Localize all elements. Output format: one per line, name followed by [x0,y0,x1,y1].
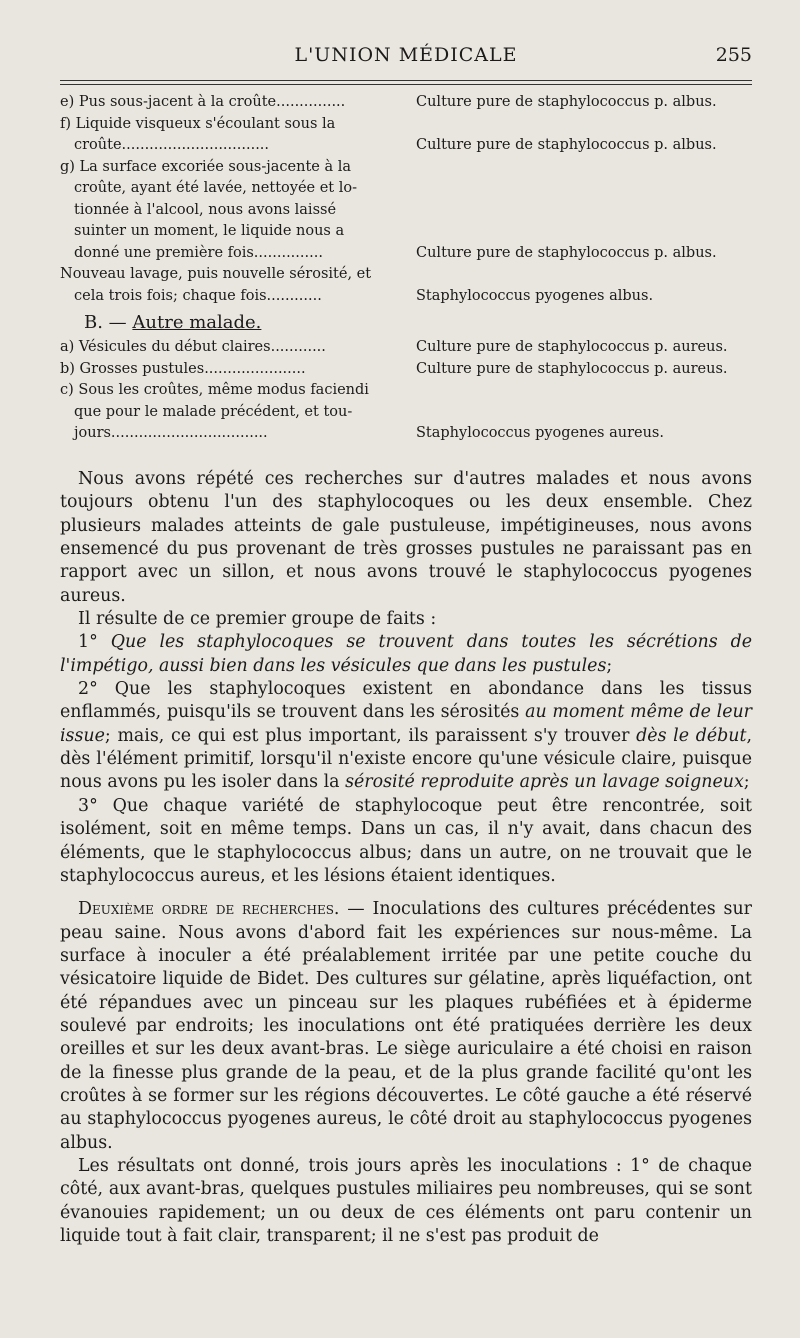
description-line: tionnée à l'alcool, nous avons laissé [74,201,337,218]
table-row [60,359,752,381]
section-heading: Deuxième ordre de recherches. [78,899,340,920]
description-line: croûte................................ [74,137,270,153]
sample-description [60,337,400,359]
description-line: cela trois fois; chaque fois............ [74,287,322,304]
body-text [60,468,752,1248]
table-row [60,380,752,445]
description-line: croûte, ayant été lavée, nettoyée et lo- [74,180,358,196]
paragraph-conclusion-3: 3° Que chaque variété de staphylocoque peut être rencontrée, soit isolément, soit en même temps. Dans un cas, il n'y avait, dans chacun des éléments, que le staphylococcus albus; dans un autre, on ne trouvait que le staphylococcus aureus, et les lésions étaient identiques. [60,795,752,886]
text-segment: 2° Que les staphylocoques existent en abondance dans les tissus enflammés, puisqu'ils se trouvent dans les sérosités [60,679,752,723]
table-row [60,157,752,265]
sample-description [60,359,400,381]
description-line: b) Grosses pustules...................... [60,360,306,377]
paragraph-conclusion-2 [60,678,752,795]
item-number: 1° [78,632,98,653]
italic-text: Que les staphylocoques se trouvent dans toutes les sécrétions de l'impétigo, aussi bien dans les vésicules que dans les pustules [60,632,753,676]
description-line: donné une première fois............... [74,244,323,261]
results-group-a [60,92,752,307]
description-line: f) Liquide visqueux s'écoulant sous la [60,115,336,132]
italic-text: dès le début [636,725,747,746]
text-segment: — Inoculations des cultures précédentes sur peau saine. Nous avons d'abord fait les expériences sur nous-même. La surface à inoculer a été préalablement irritée par une petite couche du vésicatoire liquide de Bidet. Des cultures sur gélatine, après liquéfaction, ont été répandues avec un pinceau sur les plaques rubéfiées et à épiderme soulevé par endroits; les inoculations ont été pratiquées derrière les deux oreilles et sur les deux avant-bras. Le siège auriculaire a été choisi en raison de la finesse plus grande de la peau, et de la plus grande facilité qu'ont les croûtes à se former sur les régions découvertes. Le côté gauche a été réservé au staphylococcus pyogenes aureus, le côté droit au staphylococcus pyogenes albus. [60,899,752,1153]
description-line: que pour le malade précédent, et tou- [74,403,353,420]
results-group-b [60,337,752,445]
description-line: a) Vésicules du début claires............ [60,339,326,355]
italic-text: sérosité reproduite après un lavage soigneux [345,772,744,793]
sample-description [60,157,400,265]
sample-description [60,380,400,445]
subheading-dash: — [102,312,133,333]
table-row [60,114,752,157]
description-line: c) Sous les croûtes, même modus faciendi [60,382,369,398]
culture-result: Staphylococcus pyogenes aureus. [416,425,664,441]
sample-description [60,264,400,307]
subheading-autre-malade [84,311,752,335]
header-rule [60,84,752,85]
header-rule [60,80,752,81]
description-line: suinter un moment, le liquide nous a [74,223,345,239]
punctuation: ; [743,772,750,793]
table-row [60,264,752,307]
sample-description [60,92,400,114]
table-row [60,92,752,114]
description-line: Nouveau lavage, puis nouvelle sérosité, et [60,266,372,282]
italic-text: au moment même de leur issue [60,702,752,746]
text-segment: ; mais, ce qui est plus important, ils paraissent s'y trouver [104,725,630,746]
punctuation: ; [606,655,613,676]
subheading-letter: B. [84,312,103,333]
results-table [60,92,752,445]
culture-result: Culture pure de staphylococcus p. albus. [416,244,717,261]
text-segment: , dès l'élément primitif, lorsqu'il n'existe encore qu'une vésicule claire, puisque nous avons pu les isoler dans la [60,725,752,793]
culture-result: Culture pure de staphylococcus p. albus. [416,137,717,153]
description-line: jours.................................. [74,425,268,441]
paragraph: Nous avons répété ces recherches sur d'autres malades et nous avons toujours obtenu l'un des staphylocoques ou les deux ensemble. Chez plusieurs malades atteints de gale pustuleuse, impétigineuses, nous avons ensemencé du pus provenant de très grosses pustules ne paraissant pas en rapport avec un sillon, et nous avons trouvé le staphylococcus pyogenes aureus. [60,469,752,606]
running-header [60,44,752,74]
paragraph-conclusion-1 [60,631,752,678]
culture-result: Culture pure de staphylococcus p. aureus. [416,360,728,377]
culture-result: Culture pure de staphylococcus p. albus. [416,94,717,110]
subheading-text: Autre malade. [132,312,262,333]
sample-description [60,114,400,157]
journal-title: L'UNION MÉDICALE [294,44,518,66]
section-paragraph [60,898,752,1155]
description-line: e) Pus sous-jacent à la croûte............... [60,94,346,110]
culture-result: Culture pure de staphylococcus p. aureus. [416,339,728,355]
paragraph: Il résulte de ce premier groupe de faits : [78,609,437,630]
description-line: g) La surface excoriée sous-jacente à la [60,158,351,175]
paragraph: Les résultats ont donné, trois jours après les inoculations : 1° de chaque côté, aux avant-bras, quelques pustules miliaires peu nombreuses, qui se sont évanouies rapidement; un ou deux de ces éléments ont paru contenir un liquide tout à fait clair, transparent; il ne s'est pas produit de [60,1155,752,1246]
page-number: 255 [715,44,752,66]
table-row [60,337,752,359]
culture-result: Staphylococcus pyogenes albus. [416,287,654,304]
